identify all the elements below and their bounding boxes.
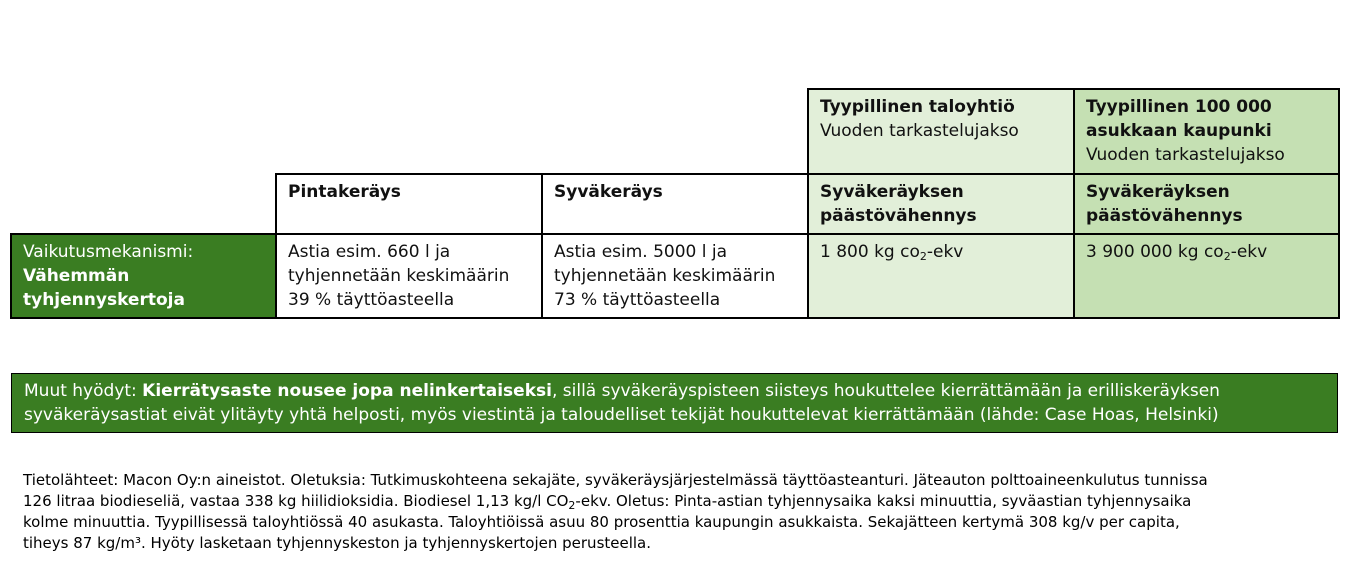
- reduction-company-cell: [808, 234, 1074, 318]
- surface-collection-cell: [276, 234, 542, 318]
- sources-line2: 126 litraa biodieseliä, vastaa 338 kg hiilidioksidia. Biodiesel 1,13 kg/l $CO_2$-ekv. Oletus: Pinta-astian tyhjennysaika kaksi minuuttia, syväastian tyhjennysaika: [23, 492, 1192, 512]
- header-city-title-line2: asukkaan kaupunki: [1086, 121, 1272, 141]
- header-reduction-company-line1: Syväkeräyksen: [820, 182, 964, 202]
- reduction-city-value: 3 900 000 kg $co_2$-ekv: [1086, 242, 1268, 263]
- mechanism-value-line2: tyhjennyskertoja: [23, 290, 185, 310]
- sources-line3: kolme minuuttia. Tyypillisessä taloyhtiössä 40 asukasta. Taloyhtiöissä asuu 80 prosenttia kaupungin asukkaista. Sekajätteen kertymä 308 kg/v per capita,: [23, 513, 1180, 531]
- header-city-subtitle: Vuoden tarkastelujakso: [1086, 145, 1285, 165]
- mechanism-cell: [11, 234, 276, 318]
- header-reduction-company: [808, 174, 1074, 234]
- deep-line2: tyhjennetään keskimäärin: [554, 266, 776, 286]
- header-surface-label: Pintakeräys: [288, 182, 401, 202]
- header-city: [1074, 89, 1339, 174]
- header-deep-collection: [542, 174, 808, 234]
- grid-line: [1338, 88, 1340, 319]
- header-reduction-city-line2: päästövähennys: [1086, 206, 1243, 226]
- deep-collection-cell: [542, 234, 808, 318]
- other-benefits-banner: [11, 373, 1338, 433]
- sources-footnote: [23, 470, 1333, 554]
- banner-line2: syväkeräysastiat eivät ylitäyty yhtä helposti, myös viestintä ja taloudelliset tekijät houkuttelevat kierrättämään (lähde: Case Hoas, Helsinki): [24, 405, 1219, 425]
- header-housing-company-subtitle: Vuoden tarkastelujakso: [820, 121, 1019, 141]
- banner-line1: Muut hyödyt: Kierrätysaste nousee jopa nelinkertaiseksi, sillä syväkeräyspisteen siisteys houkuttelee kierrättämään ja erilliskeräyksen: [24, 381, 1220, 401]
- header-reduction-city-line1: Syväkeräyksen: [1086, 182, 1230, 202]
- surface-line3: 39 % täyttöasteella: [288, 290, 455, 310]
- grid-line: [541, 173, 543, 319]
- grid-line: [10, 233, 1339, 235]
- grid-line: [10, 317, 1339, 319]
- surface-line1: Astia esim. 660 l ja: [288, 242, 451, 262]
- header-housing-company-title: Tyypillinen taloyhtiö: [820, 97, 1015, 117]
- deep-line1: Astia esim. 5000 l ja: [554, 242, 728, 262]
- grid-line: [1073, 88, 1075, 319]
- reduction-company-value: 1 800 kg $co_2$-ekv: [820, 242, 964, 263]
- header-housing-company: [808, 89, 1074, 174]
- sources-line1: Tietolähteet: Macon Oy:n aineistot. Oletuksia: Tutkimuskohteena sekajäte, syväkeräysjärjestelmässä täyttöasteanturi. Jäteauton polttoaineenkulutus tunnissa: [23, 471, 1208, 489]
- header-reduction-company-line2: päästövähennys: [820, 206, 977, 226]
- header-surface-collection: [276, 174, 542, 234]
- deep-line3: 73 % täyttöasteella: [554, 290, 721, 310]
- grid-line: [807, 88, 809, 319]
- mechanism-value-line1: Vähemmän: [23, 266, 130, 286]
- sources-line4: tiheys 87 kg/m³. Hyöty lasketaan tyhjennyskeston ja tyhjennyskertojen perusteella.: [23, 534, 652, 552]
- header-deep-label: Syväkeräys: [554, 182, 663, 202]
- grid-line: [10, 233, 12, 319]
- grid-line: [275, 173, 277, 319]
- header-reduction-city: [1074, 174, 1339, 234]
- header-city-title-line1: Tyypillinen 100 000: [1086, 97, 1272, 117]
- surface-line2: tyhjennetään keskimäärin: [288, 266, 510, 286]
- mechanism-label: Vaikutusmekanismi:: [23, 242, 194, 262]
- reduction-city-cell: [1074, 234, 1339, 318]
